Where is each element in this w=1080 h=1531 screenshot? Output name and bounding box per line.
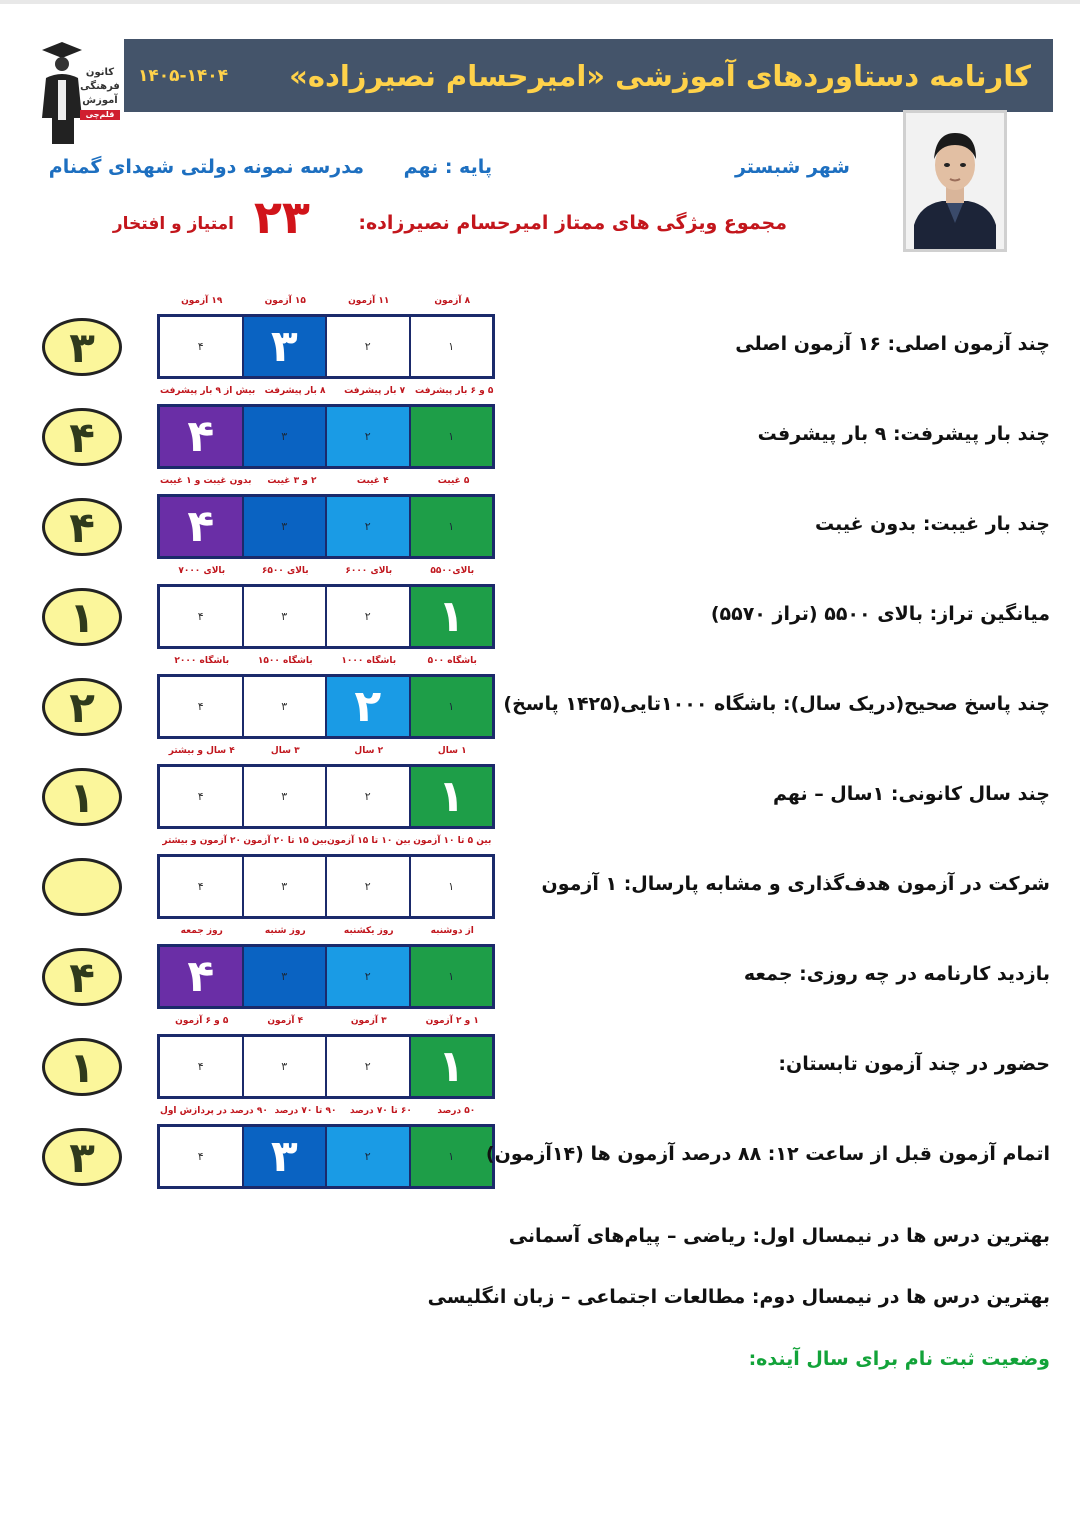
column-header: باشگاه ۱۵۰۰: [257, 656, 313, 666]
column-header: بین ۵ تا ۱۰ آزمون: [413, 836, 492, 846]
row-column-headers: [160, 474, 494, 488]
row-score-badge: ۴: [42, 498, 122, 556]
criteria-text: چند سال کانونی: ۱سال – نهم: [773, 783, 1050, 805]
score-grid: [157, 944, 495, 1009]
score-grid: [157, 584, 495, 649]
row-score-badge: ۱: [42, 588, 122, 646]
total-unit: امتیاز و افتخار: [112, 214, 234, 234]
row-score-badge: [42, 858, 122, 916]
criteria-row: [0, 918, 1080, 1008]
criteria-row: [0, 378, 1080, 468]
logo-line-2: فرهنگی: [80, 81, 120, 92]
score-cell: ۴: [160, 1037, 242, 1096]
score-cell: ۳: [244, 587, 326, 646]
best-subjects-second-half: بهترین درس ها در نیمسال دوم: مطالعات اجتماعی – زبان انگلیسی: [427, 1286, 1050, 1308]
academic-years: ۱۴۰۵-۱۴۰۴: [138, 65, 229, 86]
logo-text: [80, 66, 120, 120]
score-cell: ۳: [244, 677, 326, 736]
column-header: ۳ سال: [270, 746, 300, 756]
score-cell: ۱: [411, 317, 493, 376]
score-cell: ۴: [160, 497, 242, 556]
column-header: بین ۱۰ تا ۱۵ آزمون: [327, 836, 411, 846]
score-grid: [157, 494, 495, 559]
score-cell: ۲: [327, 407, 409, 466]
criteria-row: [0, 288, 1080, 378]
row-score-badge: ۴: [42, 408, 122, 466]
student-school: مدرسه نمونه دولتی شهدای گمنام: [48, 156, 364, 178]
score-cell: ۲: [327, 1037, 409, 1096]
column-header: ۹۰ تا ۷۰ درصد: [274, 1106, 337, 1116]
column-header: ۶۰ تا ۷۰ درصد: [349, 1106, 412, 1116]
column-header: ۴ آزمون: [267, 1016, 304, 1026]
row-score-badge: ۲: [42, 678, 122, 736]
score-cell: ۲: [327, 857, 409, 916]
score-cell: ۲: [327, 317, 409, 376]
score-cell: ۳: [244, 407, 326, 466]
score-cell: ۲: [327, 947, 409, 1006]
row-column-headers: [160, 564, 494, 578]
best-subjects-first-half: بهترین درس ها در نیمسال اول: ریاضی – پیام‌های آسمانی: [508, 1225, 1050, 1247]
row-column-headers: [160, 654, 494, 668]
score-grid: [157, 404, 495, 469]
column-header: ۵ و ۶ بار پیشرفت: [415, 386, 494, 396]
page-title: کارنامه دستاوردهای آموزشی «امیرحسام نصیرزاده»: [289, 58, 1031, 93]
score-cell: ۴: [160, 947, 242, 1006]
top-divider: [0, 0, 1080, 4]
column-header: ۸ بار پیشرفت: [264, 386, 326, 396]
row-score-badge: ۱: [42, 768, 122, 826]
criteria-row: [0, 558, 1080, 648]
column-header: ۵ غیبت: [437, 476, 470, 486]
column-header: روز شنبه: [264, 926, 306, 936]
row-column-headers: [160, 744, 494, 758]
logo-line-1: کانون: [85, 67, 115, 78]
row-column-headers: [160, 294, 494, 308]
column-header: ۱ و ۲ آزمون: [425, 1016, 479, 1026]
score-cell: ۱: [411, 497, 493, 556]
row-column-headers: [160, 384, 494, 398]
column-header: ۲۰ آزمون و بیشتر: [162, 836, 241, 846]
criteria-row: [0, 468, 1080, 558]
score-cell: ۴: [160, 857, 242, 916]
score-cell: ۳: [244, 497, 326, 556]
logo-tag: قلم‌چی: [80, 110, 120, 120]
student-city: شهر شبستر: [734, 156, 850, 178]
column-header: ۱۹ آزمون: [181, 296, 223, 306]
score-cell: ۴: [160, 317, 242, 376]
score-cell: ۳: [244, 1037, 326, 1096]
column-header: ۲ سال: [354, 746, 384, 756]
student-photo: [903, 110, 1007, 252]
score-cell: ۴: [160, 677, 242, 736]
column-header: بالای ۶۵۰۰: [261, 566, 309, 576]
row-score-badge: ۱: [42, 1038, 122, 1096]
column-header: بالای ۶۰۰۰: [345, 566, 393, 576]
column-header: باشگاه ۲۰۰۰: [174, 656, 230, 666]
score-cell: ۱: [411, 947, 493, 1006]
score-cell: ۳: [244, 317, 326, 376]
criteria-text: حضور در چند آزمون تابستان:: [778, 1053, 1050, 1075]
column-header: باشگاه ۵۰۰: [427, 656, 477, 666]
column-header: ۱۵ آزمون: [264, 296, 306, 306]
score-cell: ۱: [411, 857, 493, 916]
score-cell: ۱: [411, 677, 493, 736]
column-header: از دوشنبه: [430, 926, 474, 936]
row-score-badge: ۴: [42, 948, 122, 1006]
score-grid: [157, 674, 495, 739]
score-cell: ۲: [327, 497, 409, 556]
column-header: بین ۱۵ تا ۲۰ آزمون: [243, 836, 327, 846]
total-score: ۲۳: [253, 190, 310, 244]
criteria-text: میانگین تراز: بالای ۵۵۰۰ (تراز ۵۵۷۰): [710, 603, 1050, 625]
total-label: مجموع ویژگی های ممتاز امیرحسام نصیرزاده:: [358, 212, 787, 234]
score-cell: ۳: [244, 947, 326, 1006]
criteria-text: بازدید کارنامه در چه روزی: جمعه: [743, 963, 1050, 985]
column-header: بالای ۷۰۰۰: [178, 566, 226, 576]
score-cell: ۲: [327, 1127, 409, 1186]
criteria-text: شرکت در آزمون هدف‌گذاری و مشابه پارسال: ۱ آزمون: [541, 873, 1050, 895]
logo-line-3: آموزش: [82, 95, 118, 106]
criteria-text: چند آزمون اصلی: ۱۶ آزمون اصلی: [735, 333, 1050, 355]
column-header: ۸ آزمون: [434, 296, 471, 306]
score-cell: ۳: [244, 767, 326, 826]
column-header: ۳ آزمون: [350, 1016, 387, 1026]
column-header: ۲ و ۳ غیبت: [267, 476, 317, 486]
row-column-headers: [160, 1014, 494, 1028]
row-column-headers: [160, 834, 494, 848]
score-cell: ۱: [411, 407, 493, 466]
row-column-headers: [160, 924, 494, 938]
score-cell: ۲: [327, 587, 409, 646]
student-grade: پایه : نهم: [403, 156, 492, 178]
column-header: بدون غیبت و ۱ غیبت: [159, 476, 252, 486]
score-grid: [157, 1124, 495, 1189]
criteria-text: چند پاسخ صحیح(دریک سال): باشگاه ۱۰۰۰تایی(۱۴۲۵ پاسخ): [503, 693, 1050, 715]
column-header: ۴ سال و بیشتر: [168, 746, 235, 756]
score-grid: [157, 314, 495, 379]
criteria-row: [0, 648, 1080, 738]
criteria-text: چند بار غیبت: بدون غیبت: [814, 513, 1050, 535]
column-header: روز جمعه: [180, 926, 223, 936]
score-cell: ۴: [160, 1127, 242, 1186]
score-cell: ۱: [411, 587, 493, 646]
score-cell: ۲: [327, 677, 409, 736]
score-cell: ۳: [244, 857, 326, 916]
column-header: ۱۱ آزمون: [348, 296, 390, 306]
column-header: روز یکشنبه: [343, 926, 394, 936]
criteria-text: اتمام آزمون قبل از ساعت ۱۲: ۸۸ درصد آزمون ها (۱۴آزمون): [485, 1143, 1050, 1165]
column-header: ۷ بار پیشرفت: [344, 386, 406, 396]
score-cell: ۱: [411, 767, 493, 826]
criteria-row: [0, 828, 1080, 918]
header-banner: [124, 39, 1053, 112]
column-header: ۴ غیبت: [356, 476, 389, 486]
column-header: ۵ و ۶ آزمون: [175, 1016, 229, 1026]
score-grid: [157, 764, 495, 829]
row-score-badge: ۳: [42, 1128, 122, 1186]
criteria-row: [0, 1008, 1080, 1098]
column-header: بیش از ۹ بار پیشرفت: [160, 386, 256, 396]
criteria-text: چند بار پیشرفت: ۹ بار پیشرفت: [757, 423, 1050, 445]
row-score-badge: ۳: [42, 318, 122, 376]
score-cell: ۳: [244, 1127, 326, 1186]
score-grid: [157, 854, 495, 919]
criteria-row: [0, 738, 1080, 828]
column-header: ۵۰ درصد: [437, 1106, 476, 1116]
column-header: بالای۵۵۰۰: [430, 566, 475, 576]
score-cell: ۴: [160, 587, 242, 646]
kanoon-logo: [38, 40, 122, 144]
score-cell: ۴: [160, 767, 242, 826]
column-header: ۹۰ درصد در پردازش اول: [160, 1106, 268, 1116]
column-header: باشگاه ۱۰۰۰: [341, 656, 397, 666]
score-cell: ۱: [411, 1127, 493, 1186]
score-cell: ۴: [160, 407, 242, 466]
row-column-headers: [160, 1104, 494, 1118]
column-header: ۱ سال: [437, 746, 467, 756]
score-grid: [157, 1034, 495, 1099]
score-cell: ۲: [327, 767, 409, 826]
criteria-row: [0, 1098, 1080, 1188]
score-cell: ۱: [411, 1037, 493, 1096]
registration-status: وضعیت ثبت نام برای سال آینده:: [748, 1348, 1050, 1370]
